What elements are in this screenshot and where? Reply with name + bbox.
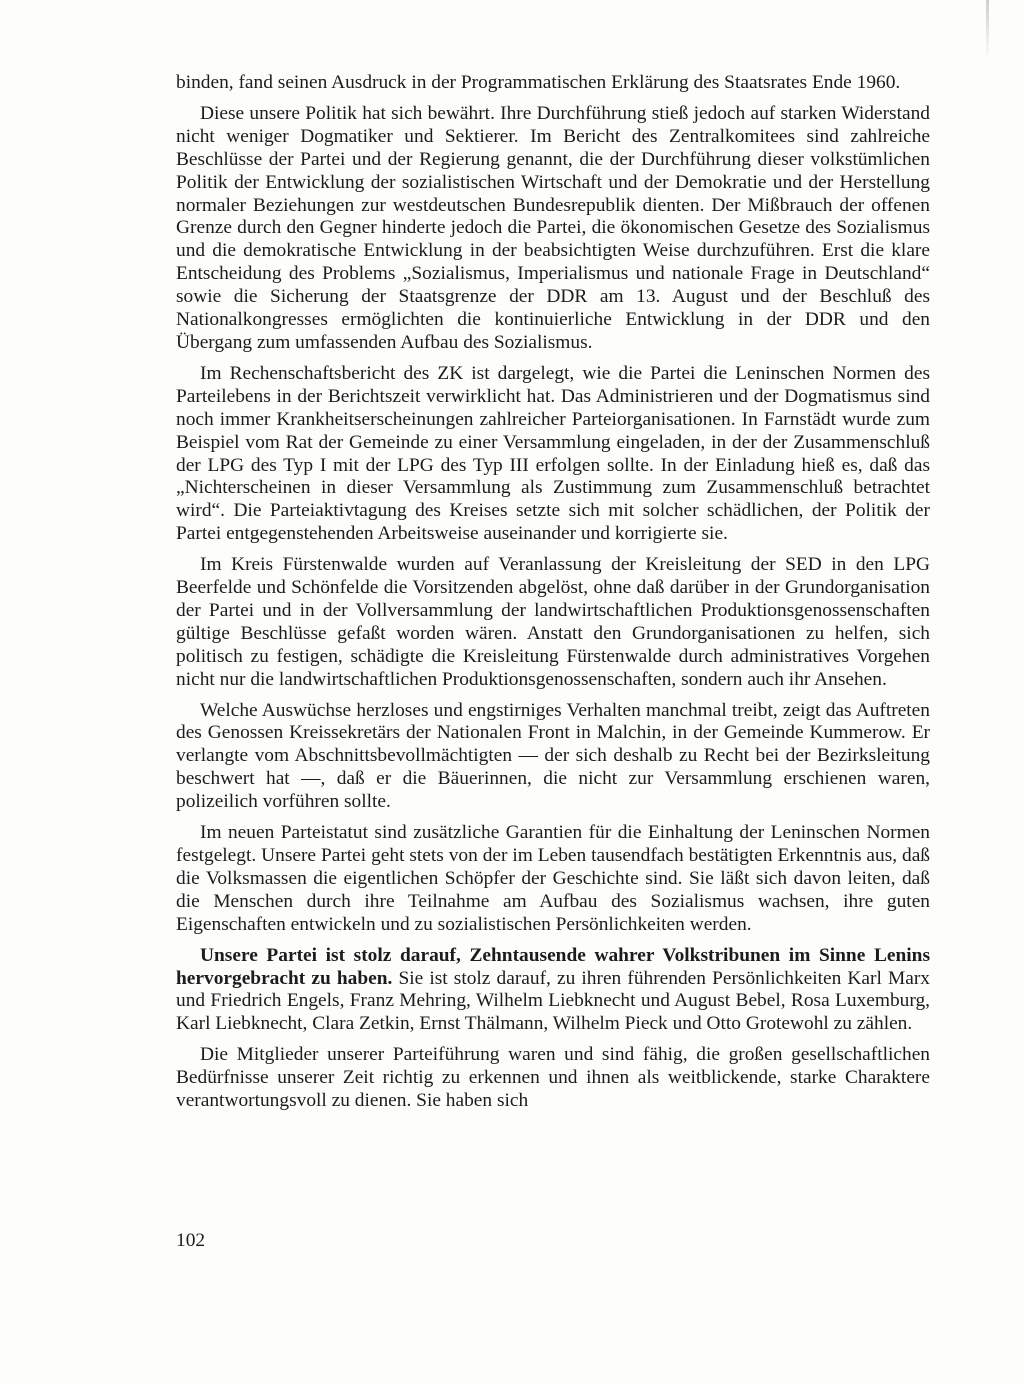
scan-edge-mark xyxy=(986,0,989,60)
paragraph-8: Die Mitglieder unserer Parteiführung waren und sind fähig, die großen gesellschaftlichen Bedürfnisse unserer Zeit richtig zu erkennen und ihnen als weitblickende, starke Charaktere verantwortungsvoll zu dienen. Sie haben sich xyxy=(176,1044,930,1112)
paragraph-5: Welche Auswüchse herzloses und engstirniges Verhalten manchmal treibt, zeigt das Auftreten des Genossen Kreissekretärs der Nationalen Front in Malchin, in der Gemeinde Kummerow. Er verlangte vom Abschnittsbevollmächtigten — der sich deshalb zu Recht bei der Bezirksleitung beschwert hat —, daß er die Bäuerinnen, die nicht zur Versammlung erschienen waren, polizeilich vorführen sollte. xyxy=(176,699,930,813)
paragraph-1: binden, fand seinen Ausdruck in der Programmatischen Erklärung des Staatsrates Ende 1960. xyxy=(176,72,901,93)
paragraph-7-continuation: Sie ist stolz darauf, zu ihren führenden Persönlichkeiten Karl Marx und Friedrich Engels, Franz Mehring, Wilhelm Liebknecht und August Bebel, Rosa Luxemburg, Karl Liebknecht, Clara Zetkin, Ernst Thälmann, Wilhelm Pieck und Otto Grotewohl zu zählen. xyxy=(176,967,930,1035)
paragraph-2: Diese unsere Politik hat sich bewährt. Ihre Durchführung stieß jedoch auf starken Widerstand nicht weniger Dogmatiker und Sektierer. Im Bericht des Zentralkomitees sind zahlreiche Beschlüsse der Partei und der Regierung genannt, die der Durchführung dieser volkstümlichen Politik der Entwicklung der sozialistischen Wirtschaft und der Demokratie und der Herstellung normaler Beziehungen zur westdeutschen Bundesrepublik dienten. Der Mißbrauch der offenen Grenze durch den Gegner hinderte jedoch die Partei, die ökonomischen Gesetze des Sozialismus und die demokratische Entwicklung in der beabsichtigten Weise durchzuführen. Erst die klare Entscheidung des Problems „Sozialismus, Imperialismus und nationale Frage in Deutschland“ sowie die Sicherung der Staatsgrenze der DDR am 13. August und der Beschluß des Nationalkongresses ermöglichten die kontinuierliche Entwicklung in der DDR und den Übergang zum umfassenden Aufbau des Sozialismus. xyxy=(176,102,930,353)
paragraph-3: Im Rechenschaftsbericht des ZK ist dargelegt, wie die Partei die Leninschen Normen des Parteilebens in der Berichtszeit verwirklicht hat. Das Administrieren und der Dogmatismus sind noch immer Krankheitserscheinungen zahlreicher Parteiorganisationen. In Farnstädt wurde zum Beispiel vom Rat der Gemeinde zu einer Versammlung eingeladen, in der der Zusammenschluß der LPG des Typ I mit der LPG des Typ III erfolgen sollte. In der Einladung hieß es, daß das „Nichterscheinen in dieser Versammlung als Zustimmung zum Zusammenschluß betrachtet wird“. Die Parteiaktivtagung des Kreises setzte sich mit solcher schädlichen, der Politik der Partei entgegenstehenden Arbeitsweise auseinander und korrigierte sie. xyxy=(176,362,930,545)
paragraph-6: Im neuen Parteistatut sind zusätzliche Garantien für die Einhaltung der Leninschen Normen festgelegt. Unsere Partei geht stets von der im Leben tausendfach bestätigten Erkenntnis aus, daß die Volksmassen die eigentlichen Schöpfer der Geschichte sind. Sie läßt sich davon leiten, daß die Menschen durch ihre Teilnahme am Aufbau des Sozialismus wachsen, ihre guten Eigenschaften entwickeln und zu sozialistischen Persönlichkeiten werden. xyxy=(176,822,930,935)
page-number: 102 xyxy=(176,1230,206,1251)
paragraph-4: Im Kreis Fürstenwalde wurden auf Veranlassung der Kreisleitung der SED in den LPG Beerfelde und Schönfelde die Vorsitzenden abgelöst, ohne daß darüber in der Grundorganisation der Partei und in der Vollversammlung der landwirtschaftlichen Produktionsgenossenschaften gültige Beschlüsse gefaßt worden wären. Anstatt den Grundorganisationen zu helfen, sich politisch zu festigen, schädigte die Kreisleitung Fürstenwalde durch administratives Vorgehen nicht nur die landwirtschaftlichen Produktionsgenossenschaften, sondern auch ihr Ansehen. xyxy=(176,554,930,690)
paragraph-7 xyxy=(176,945,930,1037)
emphasized-sentence: Unsere Partei ist stolz darauf, Zehntausende wahrer Volkstribunen im Sinne Lenins hervorgebracht zu haben. xyxy=(176,944,930,989)
body-text xyxy=(176,72,930,1121)
